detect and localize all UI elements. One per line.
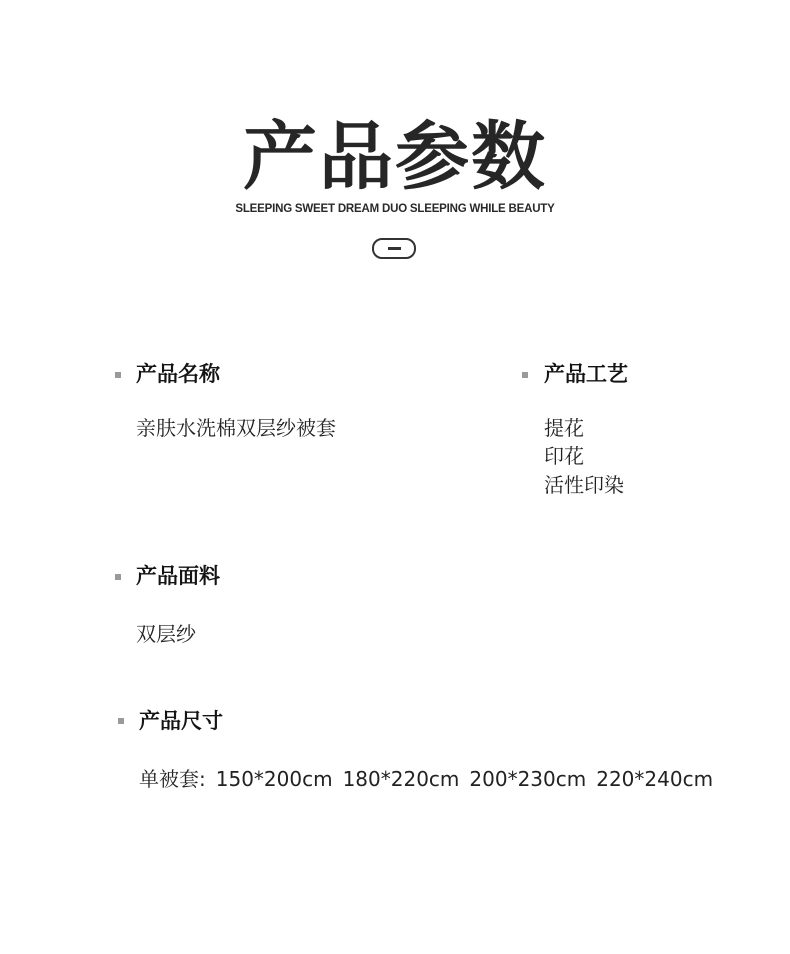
bullet-icon xyxy=(522,372,528,378)
size-line xyxy=(139,765,723,793)
section-heading-name: 产品名称 xyxy=(136,362,220,386)
craft-item: 活性印染 xyxy=(544,473,624,497)
craft-item: 印花 xyxy=(544,444,584,468)
bullet-icon xyxy=(115,574,121,580)
bullet-icon xyxy=(118,718,124,724)
size-value: 150*200cm xyxy=(215,767,333,791)
minus-pill-icon xyxy=(372,238,416,259)
product-name-value: 亲肤水洗棉双层纱被套 xyxy=(136,416,336,440)
page-title: 产品参数 xyxy=(243,114,547,200)
fabric-value: 双层纱 xyxy=(136,622,196,646)
craft-item: 提花 xyxy=(544,416,584,440)
size-label: 单被套: xyxy=(139,767,206,791)
bullet-icon xyxy=(115,372,121,378)
section-heading-fabric: 产品面料 xyxy=(136,564,220,588)
page-subtitle: SLEEPING SWEET DREAM DUO SLEEPING WHILE BEAUTY xyxy=(235,203,555,215)
size-value: 180*220cm xyxy=(342,767,460,791)
minus-icon xyxy=(388,247,401,250)
section-heading-size: 产品尺寸 xyxy=(139,709,223,733)
section-heading-craft: 产品工艺 xyxy=(544,362,628,386)
size-value: 200*230cm xyxy=(469,767,587,791)
size-value: 220*240cm xyxy=(596,767,714,791)
